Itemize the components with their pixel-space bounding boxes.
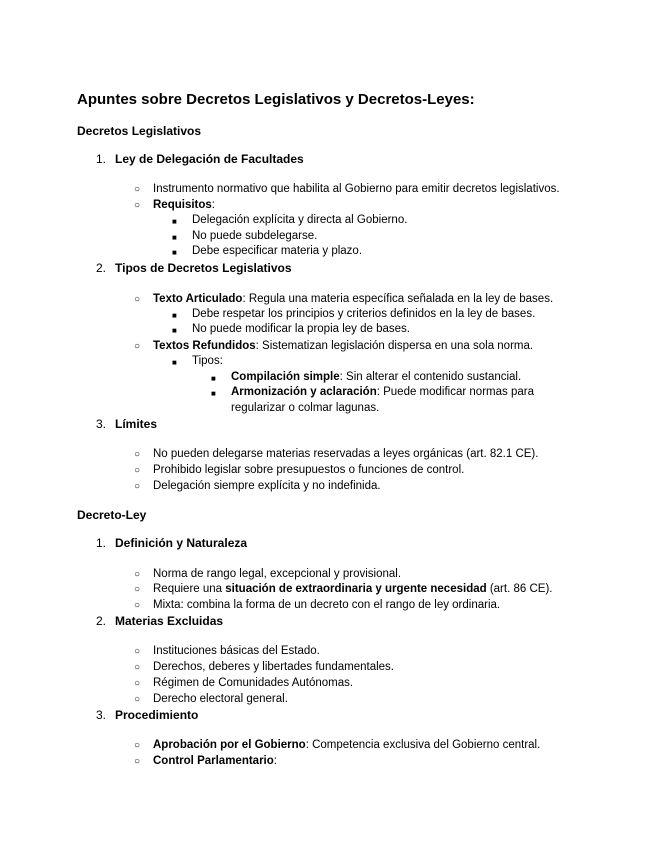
text: : Regula una materia específica señalada en la ley de bases. bbox=[242, 293, 554, 305]
list-item-title: Tipos de Decretos Legislativos bbox=[115, 261, 292, 275]
bullet-circle-icon: ○ bbox=[134, 184, 141, 195]
bold-term: Compilación simple bbox=[231, 371, 340, 383]
list-item-title: Materias Excluidas bbox=[115, 614, 224, 628]
list-item bbox=[153, 738, 540, 754]
list-item-tipos-decretos bbox=[96, 261, 292, 277]
list-item bbox=[153, 198, 215, 214]
bold-term: situación de extraordinaria y urgente necesidad bbox=[225, 583, 487, 595]
list-item: Derechos, deberes y libertades fundamentales. bbox=[153, 661, 395, 673]
list-item: No puede subdelegarse. bbox=[192, 230, 318, 242]
list-item: No pueden delegarse materias reservadas a leyes orgánicas (art. 82.1 CE). bbox=[153, 448, 539, 460]
bullet-circle-icon: ○ bbox=[134, 646, 141, 657]
list-item-definicion bbox=[96, 536, 247, 552]
bullet-circle-icon: ○ bbox=[134, 740, 141, 751]
bold-term: Requisitos bbox=[153, 199, 212, 211]
list-item-procedimiento bbox=[96, 708, 198, 724]
bullet-circle-icon: ○ bbox=[134, 584, 141, 595]
bullet-circle-icon: ○ bbox=[134, 600, 141, 611]
list-item: No puede modificar la propia ley de bases. bbox=[192, 323, 410, 335]
bold-term: Texto Articulado bbox=[153, 293, 243, 305]
text: : Competencia exclusiva del Gobierno central. bbox=[305, 739, 541, 751]
list-item bbox=[231, 370, 521, 386]
bullet-circle-icon: ○ bbox=[134, 662, 141, 673]
section-heading-decretos-legislativos: Decretos Legislativos bbox=[77, 124, 202, 138]
text: : Sin alterar el contenido sustancial. bbox=[339, 371, 522, 383]
bullet-circle-icon: ○ bbox=[134, 481, 141, 492]
list-item-continuation: regularizar o colmar lagunas. bbox=[231, 402, 380, 414]
bullet-square-icon: ■ bbox=[172, 326, 177, 335]
list-number: 2. bbox=[96, 261, 107, 275]
bullet-square-icon: ■ bbox=[172, 358, 177, 367]
list-number: 1. bbox=[96, 152, 107, 166]
bold-term: Textos Refundidos bbox=[153, 340, 256, 352]
list-item-materias-excluidas bbox=[96, 614, 223, 630]
list-item-limites bbox=[96, 417, 157, 433]
list-item bbox=[153, 339, 533, 355]
list-item: Tipos: bbox=[192, 355, 223, 367]
list-item-title: Límites bbox=[115, 417, 158, 431]
list-item bbox=[231, 385, 534, 401]
bullet-square-icon: ■ bbox=[172, 311, 177, 320]
page-title: Apuntes sobre Decretos Legislativos y Decretos-Leyes: bbox=[77, 91, 475, 108]
text: (art. 86 CE). bbox=[486, 583, 553, 595]
bold-term: Aprobación por el Gobierno bbox=[153, 739, 306, 751]
list-item: Régimen de Comunidades Autónomas. bbox=[153, 677, 354, 689]
bullet-circle-icon: ○ bbox=[134, 294, 141, 305]
bold-term: Control Parlamentario bbox=[153, 755, 274, 767]
list-item: Instituciones básicas del Estado. bbox=[153, 645, 320, 657]
text: : bbox=[211, 199, 215, 211]
list-number: 3. bbox=[96, 417, 107, 431]
list-item: Delegación siempre explícita y no indefinida. bbox=[153, 480, 381, 492]
bullet-circle-icon: ○ bbox=[134, 341, 141, 352]
list-item: Debe especificar materia y plazo. bbox=[192, 245, 363, 257]
list-item-title: Definición y Naturaleza bbox=[115, 536, 248, 550]
list-item: Instrumento normativo que habilita al Gobierno para emitir decretos legislativos. bbox=[153, 183, 560, 195]
list-item: Debe respetar los principios y criterios definidos en la ley de bases. bbox=[192, 308, 536, 320]
list-item bbox=[153, 292, 553, 308]
list-item-title: Ley de Delegación de Facultades bbox=[115, 152, 304, 166]
list-number: 1. bbox=[96, 536, 107, 550]
text: : Puede modificar normas para bbox=[376, 386, 534, 398]
list-number: 2. bbox=[96, 614, 107, 628]
list-item: Mixta: combina la forma de un decreto con el rango de ley ordinaria. bbox=[153, 599, 501, 611]
bullet-square-icon: ■ bbox=[211, 374, 216, 383]
list-item bbox=[153, 582, 552, 598]
bullet-circle-icon: ○ bbox=[134, 678, 141, 689]
bullet-square-icon: ■ bbox=[172, 248, 177, 257]
text: Requiere una bbox=[153, 583, 226, 595]
list-item: Prohibido legislar sobre presupuestos o funciones de control. bbox=[153, 464, 465, 476]
list-number: 3. bbox=[96, 708, 107, 722]
bullet-circle-icon: ○ bbox=[134, 465, 141, 476]
text: : Sistematizan legislación dispersa en una sola norma. bbox=[255, 340, 534, 352]
bullet-circle-icon: ○ bbox=[134, 694, 141, 705]
bullet-circle-icon: ○ bbox=[134, 200, 141, 211]
bold-term: Armonización y aclaración bbox=[231, 386, 377, 398]
section-heading-decreto-ley: Decreto-Ley bbox=[77, 508, 147, 522]
list-item-title: Procedimiento bbox=[115, 708, 199, 722]
bullet-circle-icon: ○ bbox=[134, 756, 141, 767]
list-item-ley-delegacion bbox=[96, 152, 304, 168]
list-item: Derecho electoral general. bbox=[153, 693, 288, 705]
bullet-circle-icon: ○ bbox=[134, 449, 141, 460]
text: : bbox=[273, 755, 277, 767]
bullet-square-icon: ■ bbox=[172, 217, 177, 226]
bullet-square-icon: ■ bbox=[172, 233, 177, 242]
bullet-square-icon: ■ bbox=[211, 389, 216, 398]
list-item: Norma de rango legal, excepcional y provisional. bbox=[153, 568, 402, 580]
list-item bbox=[153, 754, 277, 770]
list-item: Delegación explícita y directa al Gobierno. bbox=[192, 214, 408, 226]
bullet-circle-icon: ○ bbox=[134, 569, 141, 580]
